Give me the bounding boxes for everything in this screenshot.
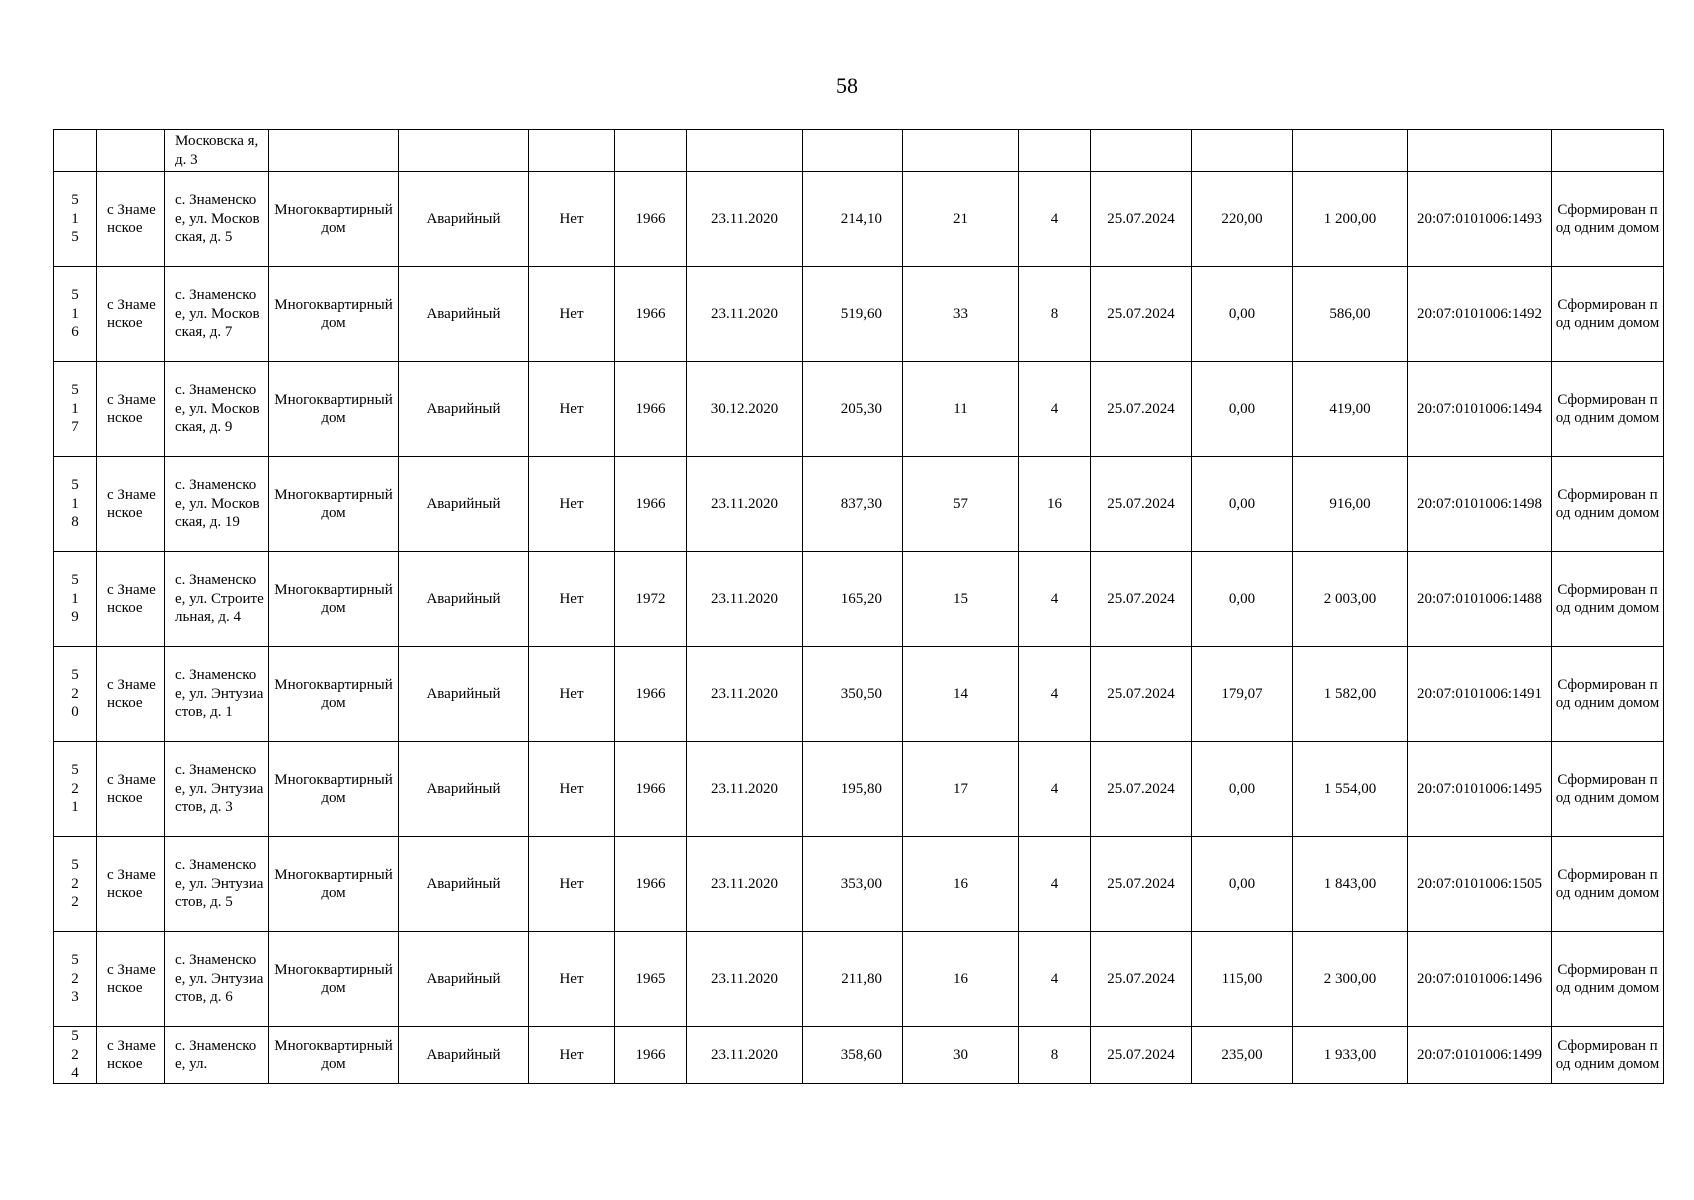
cell-cadastral: 20:07:0101006:1494 xyxy=(1408,362,1552,457)
cell-apartments: 4 xyxy=(1019,552,1091,647)
cell-area: 195,80 xyxy=(803,742,903,837)
cell-date: 23.11.2020 xyxy=(687,457,803,552)
cell-residents: 16 xyxy=(903,932,1019,1027)
cell-type: Многоквартирный дом xyxy=(269,552,399,647)
cell-n: 522 xyxy=(54,837,97,932)
cell-status: Аварийный xyxy=(399,837,529,932)
table-row xyxy=(54,172,1664,267)
cell-settlement: с Знаменское xyxy=(97,552,165,647)
cell-deadline: 25.07.2024 xyxy=(1091,552,1192,647)
cell-flag: Нет xyxy=(529,932,615,1027)
table-row xyxy=(54,1027,1664,1084)
cell-residents: 30 xyxy=(903,1027,1019,1084)
table-row xyxy=(54,647,1664,742)
cell-n: 515 xyxy=(54,172,97,267)
cell-year: 1966 xyxy=(615,837,687,932)
cell-flag: Нет xyxy=(529,837,615,932)
cell-residents: 17 xyxy=(903,742,1019,837)
cell-area: 353,00 xyxy=(803,837,903,932)
cell-deadline: 25.07.2024 xyxy=(1091,647,1192,742)
cell-settlement: с Знаменское xyxy=(97,172,165,267)
cell-land-area: 115,00 xyxy=(1192,932,1293,1027)
cell-type: Многоквартирный дом xyxy=(269,932,399,1027)
cell-deadline: 25.07.2024 xyxy=(1091,457,1192,552)
cell-type xyxy=(269,130,399,172)
table-row xyxy=(54,457,1664,552)
table-row xyxy=(54,742,1664,837)
cell-cost: 419,00 xyxy=(1293,362,1408,457)
cell-residents: 11 xyxy=(903,362,1019,457)
cell-cost: 586,00 xyxy=(1293,267,1408,362)
cell-year: 1966 xyxy=(615,362,687,457)
cell-area: 214,10 xyxy=(803,172,903,267)
cell-status: Аварийный xyxy=(399,647,529,742)
cell-cadastral: 20:07:0101006:1492 xyxy=(1408,267,1552,362)
cell-settlement xyxy=(97,130,165,172)
table-row xyxy=(54,837,1664,932)
cell-status: Аварийный xyxy=(399,742,529,837)
cell-flag: Нет xyxy=(529,647,615,742)
cell-date: 23.11.2020 xyxy=(687,932,803,1027)
cell-land-area: 0,00 xyxy=(1192,362,1293,457)
cell-type: Многоквартирный дом xyxy=(269,362,399,457)
cell-year: 1966 xyxy=(615,267,687,362)
cell-area: 211,80 xyxy=(803,932,903,1027)
cell-residents: 21 xyxy=(903,172,1019,267)
cell-area: 205,30 xyxy=(803,362,903,457)
cell-cadastral: 20:07:0101006:1491 xyxy=(1408,647,1552,742)
cell-n: 518 xyxy=(54,457,97,552)
cell-date xyxy=(687,130,803,172)
cell-cost: 1 582,00 xyxy=(1293,647,1408,742)
cell-flag: Нет xyxy=(529,267,615,362)
cell-settlement: с Знаменское xyxy=(97,932,165,1027)
cell-year: 1966 xyxy=(615,1027,687,1084)
cell-cost: 1 933,00 xyxy=(1293,1027,1408,1084)
cell-flag: Нет xyxy=(529,552,615,647)
cell-area: 837,30 xyxy=(803,457,903,552)
cell-type: Многоквартирный дом xyxy=(269,1027,399,1084)
cell-apartments: 4 xyxy=(1019,362,1091,457)
cell-n xyxy=(54,130,97,172)
cell-cadastral: 20:07:0101006:1495 xyxy=(1408,742,1552,837)
cell-note: Сформирован под одним домом xyxy=(1552,932,1664,1027)
table-row-continued xyxy=(54,130,1664,172)
cell-settlement: с Знаменское xyxy=(97,1027,165,1084)
cell-cadastral: 20:07:0101006:1505 xyxy=(1408,837,1552,932)
cell-status: Аварийный xyxy=(399,1027,529,1084)
cell-cost: 2 003,00 xyxy=(1293,552,1408,647)
cell-address: с. Знаменское, ул. Московская, д. 9 xyxy=(165,362,269,457)
cell-residents: 33 xyxy=(903,267,1019,362)
cell-deadline: 25.07.2024 xyxy=(1091,742,1192,837)
cell-land-area: 0,00 xyxy=(1192,742,1293,837)
cell-address: с. Знаменское, ул. Энтузиастов, д. 1 xyxy=(165,647,269,742)
cell-note: Сформирован под одним домом xyxy=(1552,457,1664,552)
cell-apartments: 8 xyxy=(1019,267,1091,362)
cell-cadastral: 20:07:0101006:1488 xyxy=(1408,552,1552,647)
cell-address: с. Знаменское, ул. Московская, д. 7 xyxy=(165,267,269,362)
cell-land-area: 0,00 xyxy=(1192,552,1293,647)
cell-n: 521 xyxy=(54,742,97,837)
cell-settlement: с Знаменское xyxy=(97,457,165,552)
cell-flag: Нет xyxy=(529,362,615,457)
cell-cadastral: 20:07:0101006:1498 xyxy=(1408,457,1552,552)
cell-deadline: 25.07.2024 xyxy=(1091,362,1192,457)
cell-n: 519 xyxy=(54,552,97,647)
cell-note: Сформирован под одним домом xyxy=(1552,172,1664,267)
cell-type: Многоквартирный дом xyxy=(269,837,399,932)
cell-residents: 16 xyxy=(903,837,1019,932)
cell-apartments: 4 xyxy=(1019,837,1091,932)
cell-land-area: 235,00 xyxy=(1192,1027,1293,1084)
cell-apartments: 4 xyxy=(1019,742,1091,837)
cell-date: 23.11.2020 xyxy=(687,267,803,362)
cell-deadline: 25.07.2024 xyxy=(1091,267,1192,362)
cell-cost: 2 300,00 xyxy=(1293,932,1408,1027)
cell-apartments xyxy=(1019,130,1091,172)
cell-flag: Нет xyxy=(529,1027,615,1084)
cell-settlement: с Знаменское xyxy=(97,647,165,742)
cell-status: Аварийный xyxy=(399,552,529,647)
cell-date: 30.12.2020 xyxy=(687,362,803,457)
cell-n: 516 xyxy=(54,267,97,362)
cell-cost: 1 843,00 xyxy=(1293,837,1408,932)
cell-status xyxy=(399,130,529,172)
cell-note: Сформирован под одним домом xyxy=(1552,837,1664,932)
cell-type: Многоквартирный дом xyxy=(269,267,399,362)
cell-settlement: с Знаменское xyxy=(97,837,165,932)
cell-status: Аварийный xyxy=(399,267,529,362)
cell-deadline xyxy=(1091,130,1192,172)
cell-status: Аварийный xyxy=(399,457,529,552)
cell-address: с. Знаменское, ул. Энтузиастов, д. 3 xyxy=(165,742,269,837)
cell-year: 1966 xyxy=(615,647,687,742)
cell-apartments: 4 xyxy=(1019,647,1091,742)
cell-cost: 1 554,00 xyxy=(1293,742,1408,837)
cell-deadline: 25.07.2024 xyxy=(1091,172,1192,267)
cell-flag xyxy=(529,130,615,172)
cell-area: 358,60 xyxy=(803,1027,903,1084)
cell-year: 1965 xyxy=(615,932,687,1027)
cell-date: 23.11.2020 xyxy=(687,647,803,742)
cell-status: Аварийный xyxy=(399,932,529,1027)
cell-n: 517 xyxy=(54,362,97,457)
cell-area xyxy=(803,130,903,172)
cell-address: с. Знаменское, ул. Московская, д. 19 xyxy=(165,457,269,552)
cell-land-area xyxy=(1192,130,1293,172)
cell-type: Многоквартирный дом xyxy=(269,742,399,837)
cell-note: Сформирован под одним домом xyxy=(1552,742,1664,837)
cell-note xyxy=(1552,130,1664,172)
cell-cadastral xyxy=(1408,130,1552,172)
cell-cost xyxy=(1293,130,1408,172)
cell-land-area: 179,07 xyxy=(1192,647,1293,742)
cell-cadastral: 20:07:0101006:1493 xyxy=(1408,172,1552,267)
table-row xyxy=(54,362,1664,457)
cell-status: Аварийный xyxy=(399,362,529,457)
cell-settlement: с Знаменское xyxy=(97,362,165,457)
cell-date: 23.11.2020 xyxy=(687,837,803,932)
cell-address: с. Знаменское, ул. Энтузиастов, д. 6 xyxy=(165,932,269,1027)
cell-cadastral: 20:07:0101006:1499 xyxy=(1408,1027,1552,1084)
cell-deadline: 25.07.2024 xyxy=(1091,1027,1192,1084)
cell-area: 350,50 xyxy=(803,647,903,742)
cell-apartments: 4 xyxy=(1019,172,1091,267)
cell-status: Аварийный xyxy=(399,172,529,267)
cell-n: 520 xyxy=(54,647,97,742)
table-row xyxy=(54,932,1664,1027)
cell-type: Многоквартирный дом xyxy=(269,457,399,552)
cell-land-area: 0,00 xyxy=(1192,457,1293,552)
cell-cost: 1 200,00 xyxy=(1293,172,1408,267)
cell-apartments: 16 xyxy=(1019,457,1091,552)
cell-deadline: 25.07.2024 xyxy=(1091,837,1192,932)
cell-year: 1966 xyxy=(615,742,687,837)
cell-residents: 15 xyxy=(903,552,1019,647)
cell-cadastral: 20:07:0101006:1496 xyxy=(1408,932,1552,1027)
cell-year: 1966 xyxy=(615,457,687,552)
cell-flag: Нет xyxy=(529,742,615,837)
housing-registry-table xyxy=(53,129,1664,1084)
cell-date: 23.11.2020 xyxy=(687,552,803,647)
cell-date: 23.11.2020 xyxy=(687,172,803,267)
cell-type: Многоквартирный дом xyxy=(269,172,399,267)
cell-area: 519,60 xyxy=(803,267,903,362)
cell-note: Сформирован под одним домом xyxy=(1552,552,1664,647)
page-number: 58 xyxy=(836,73,858,98)
cell-land-area: 0,00 xyxy=(1192,837,1293,932)
cell-land-area: 0,00 xyxy=(1192,267,1293,362)
cell-year: 1966 xyxy=(615,172,687,267)
cell-address: с. Знаменское, ул. Московская, д. 5 xyxy=(165,172,269,267)
cell-settlement: с Знаменское xyxy=(97,267,165,362)
table-row xyxy=(54,552,1664,647)
cell-apartments: 4 xyxy=(1019,932,1091,1027)
cell-apartments: 8 xyxy=(1019,1027,1091,1084)
cell-note: Сформирован под одним домом xyxy=(1552,647,1664,742)
cell-address: с. Знаменское, ул. xyxy=(165,1027,269,1084)
cell-residents xyxy=(903,130,1019,172)
table-row xyxy=(54,267,1664,362)
cell-address: Московска я, д. 3 xyxy=(165,130,269,172)
cell-land-area: 220,00 xyxy=(1192,172,1293,267)
cell-residents: 14 xyxy=(903,647,1019,742)
cell-n: 523 xyxy=(54,932,97,1027)
cell-note: Сформирован под одним домом xyxy=(1552,1027,1664,1084)
cell-address: с. Знаменское, ул. Строительная, д. 4 xyxy=(165,552,269,647)
cell-note: Сформирован под одним домом xyxy=(1552,362,1664,457)
cell-year xyxy=(615,130,687,172)
cell-settlement: с Знаменское xyxy=(97,742,165,837)
cell-flag: Нет xyxy=(529,172,615,267)
cell-date: 23.11.2020 xyxy=(687,742,803,837)
cell-year: 1972 xyxy=(615,552,687,647)
cell-deadline: 25.07.2024 xyxy=(1091,932,1192,1027)
cell-address: с. Знаменское, ул. Энтузиастов, д. 5 xyxy=(165,837,269,932)
cell-date: 23.11.2020 xyxy=(687,1027,803,1084)
cell-note: Сформирован под одним домом xyxy=(1552,267,1664,362)
cell-type: Многоквартирный дом xyxy=(269,647,399,742)
cell-residents: 57 xyxy=(903,457,1019,552)
cell-flag: Нет xyxy=(529,457,615,552)
cell-cost: 916,00 xyxy=(1293,457,1408,552)
cell-n: 524 xyxy=(54,1027,97,1084)
cell-area: 165,20 xyxy=(803,552,903,647)
